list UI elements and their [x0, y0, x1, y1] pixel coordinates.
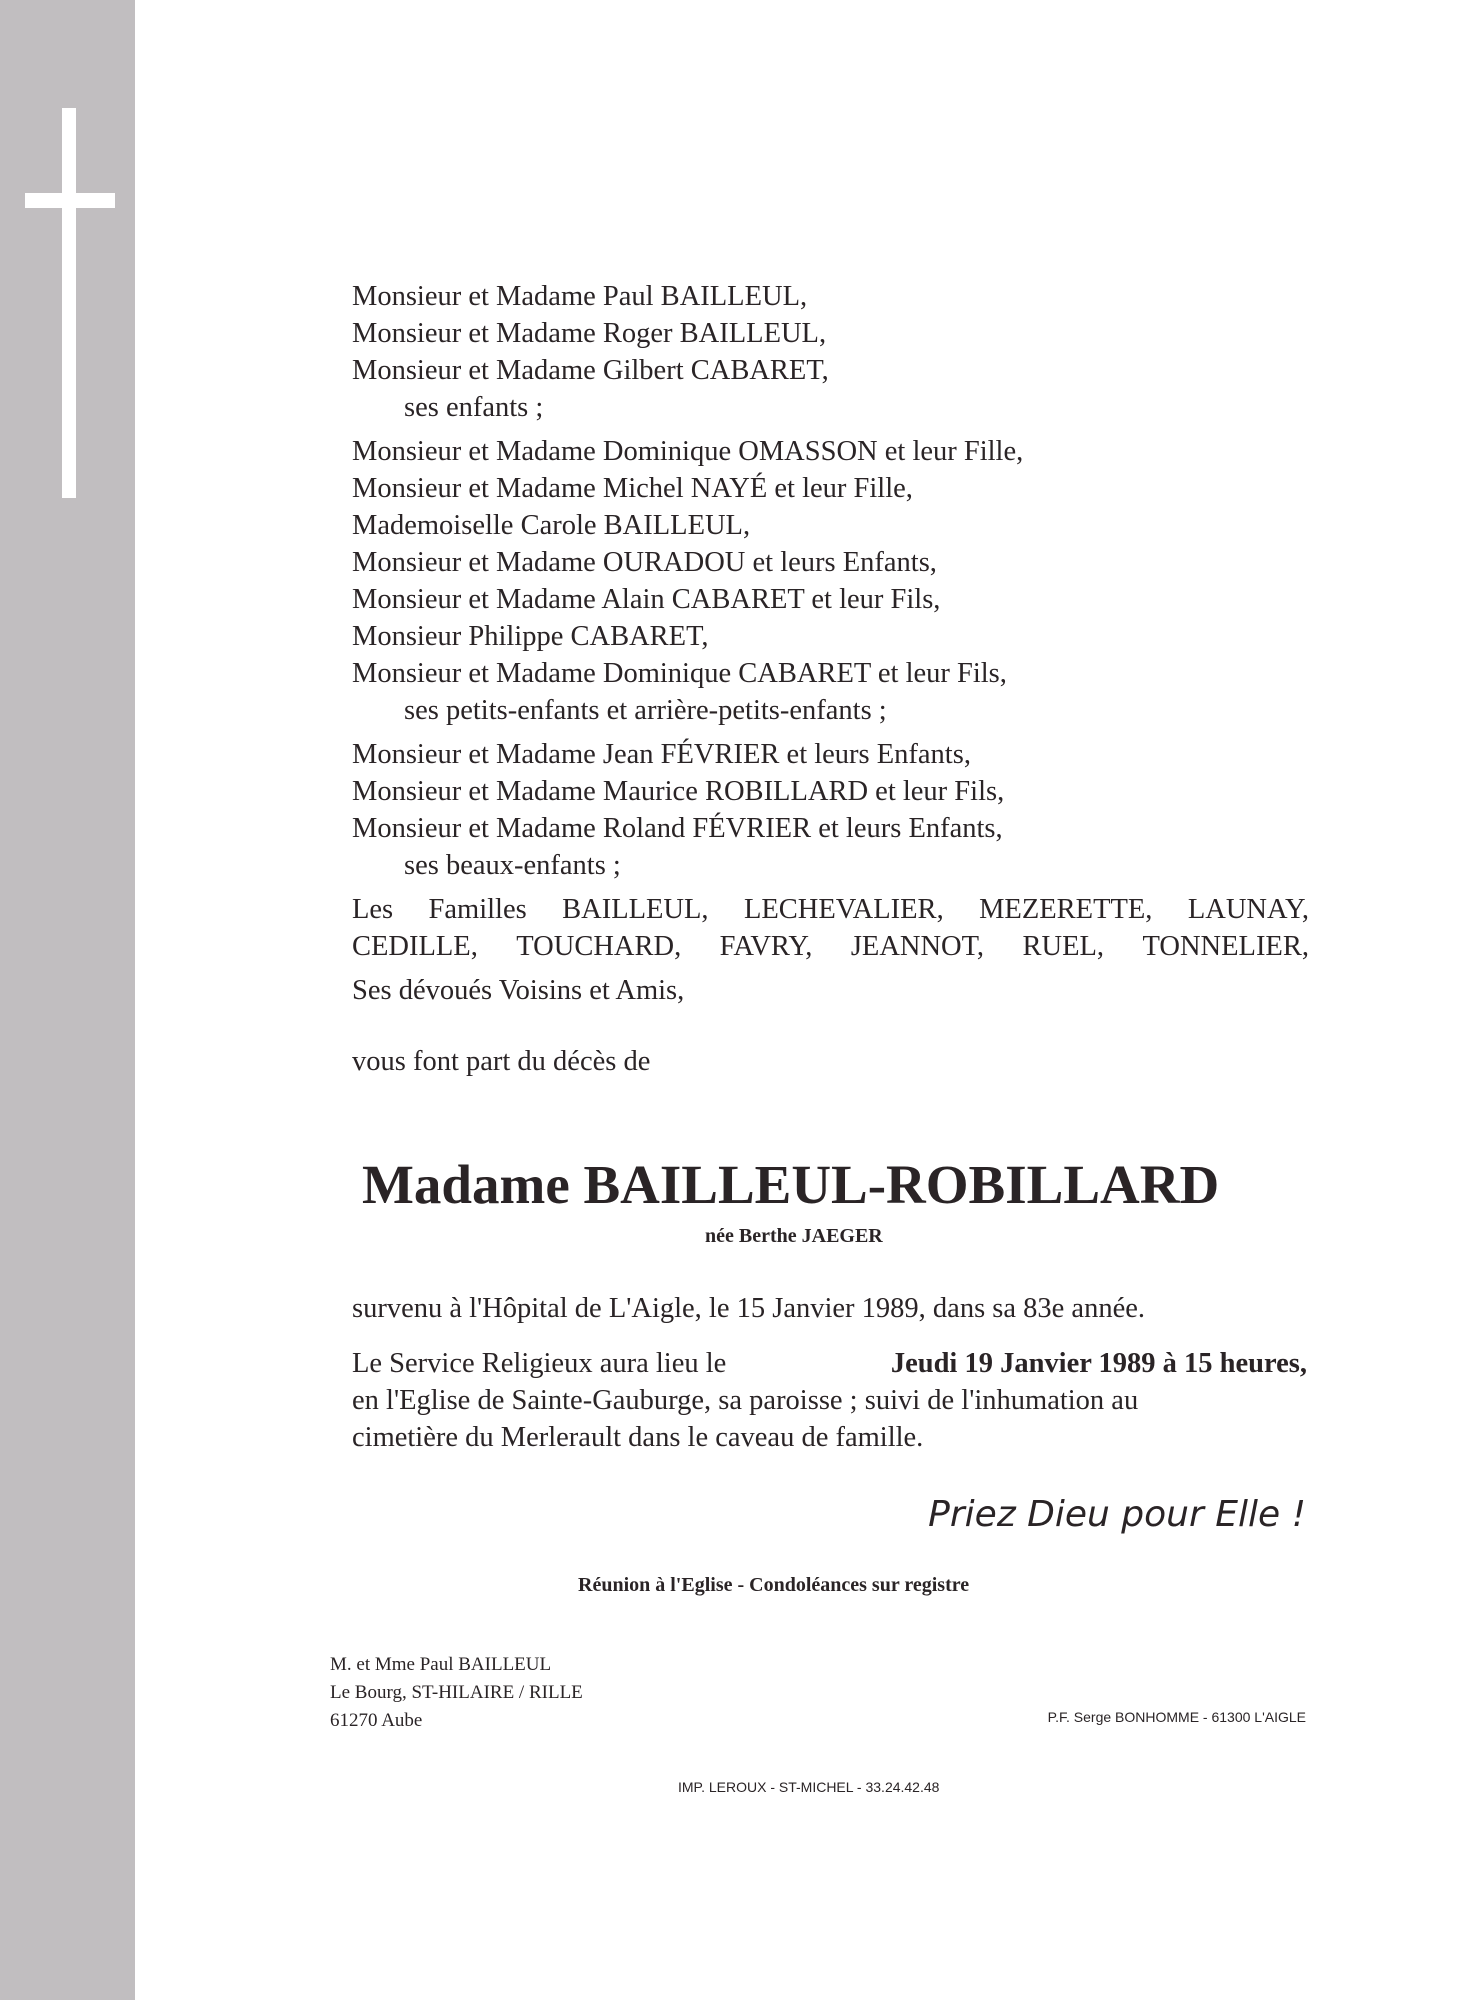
funeral-home: P.F. Serge BONHOMME - 61300 L'AIGLE: [1047, 1709, 1306, 1725]
service-line-3: cimetière du Merlerault dans le caveau de famille.: [352, 1422, 924, 1453]
gray-side-band: [0, 0, 135, 2000]
service-date: Jeudi 19 Janvier 1989 à 15 heures,: [890, 1348, 1307, 1379]
grandchildren-caption: ses petits-enfants et arrière-petits-enfants ;: [404, 695, 887, 726]
word: LAUNAY,: [1187, 894, 1309, 925]
word: TOUCHARD,: [516, 931, 682, 962]
grandchild-line: Monsieur et Madame Dominique OMASSON et leur Fille,: [352, 436, 1024, 467]
stepchild-line: Monsieur et Madame Maurice ROBILLARD et leur Fils,: [352, 776, 1005, 807]
grandchild-line: Monsieur et Madame Alain CABARET et leur Fils,: [352, 584, 941, 615]
family-list: [352, 278, 1312, 1080]
stepchild-line: Monsieur et Madame Jean FÉVRIER et leurs Enfants,: [352, 739, 971, 770]
stepchild-line: Monsieur et Madame Roland FÉVRIER et leurs Enfants,: [352, 813, 1003, 844]
printer-credit: IMP. LEROUX - ST-MICHEL - 33.24.42.48: [678, 1779, 940, 1795]
family-line: Monsieur et Madame Paul BAILLEUL,: [352, 281, 808, 312]
grandchild-line: Mademoiselle Carole BAILLEUL,: [352, 510, 751, 541]
word: Familles: [428, 894, 527, 925]
family-line: Monsieur et Madame Roger BAILLEUL,: [352, 318, 827, 349]
sender-line: M. et Mme Paul BAILLEUL: [330, 1654, 552, 1675]
cross-icon: [62, 108, 76, 498]
family-line: Monsieur et Madame Gilbert CABARET,: [352, 355, 829, 386]
grandchild-line: Monsieur et Madame Michel NAYÉ et leur Fille,: [352, 473, 913, 504]
service-paragraph: [352, 1345, 1307, 1456]
families-line-1: [352, 891, 1309, 928]
prayer-line: Priez Dieu pour Elle !: [928, 1494, 1306, 1535]
grandchild-line: Monsieur Philippe CABARET,: [352, 621, 709, 652]
sender-line: 61270 Aube: [330, 1710, 423, 1731]
cross-icon-bar: [25, 193, 115, 208]
neighbours-line: Ses dévoués Voisins et Amis,: [352, 975, 685, 1006]
death-sentence: survenu à l'Hôpital de L'Aigle, le 15 Janvier 1989, dans sa 83e année.: [352, 1293, 1146, 1324]
word: Les: [352, 894, 394, 925]
announcement-line: vous font part du décès de: [352, 1046, 651, 1077]
stepchildren-caption: ses beaux-enfants ;: [404, 850, 621, 881]
service-line-1: [352, 1345, 1307, 1382]
word: LECHEVALIER,: [743, 894, 944, 925]
sender-line: Le Bourg, ST-HILAIRE / RILLE: [330, 1682, 583, 1703]
family-caption: ses enfants ;: [404, 392, 544, 423]
word: JEANNOT,: [850, 931, 985, 962]
grandchild-line: Monsieur et Madame OURADOU et leurs Enfants,: [352, 547, 937, 578]
word: TONNELIER,: [1142, 931, 1309, 962]
word: MEZERETTE,: [979, 894, 1153, 925]
families-line-2: [352, 928, 1309, 965]
service-text: en l'Eglise de Sainte-Gauburge, sa paroisse ; suivi de l'inhumation au: [352, 1385, 1139, 1416]
word: FAVRY,: [719, 931, 813, 962]
word: CEDILLE,: [352, 931, 478, 962]
word: BAILLEUL,: [562, 894, 709, 925]
sender-address: [330, 1651, 583, 1735]
reunion-line: Réunion à l'Eglise - Condoléances sur registre: [578, 1574, 970, 1596]
service-line-2: [352, 1382, 1307, 1419]
service-intro: Le Service Religieux aura lieu le: [352, 1348, 727, 1379]
birth-name: née Berthe JAEGER: [705, 1225, 883, 1247]
deceased-name: Madame BAILLEUL-ROBILLARD: [362, 1154, 1220, 1215]
grandchild-line: Monsieur et Madame Dominique CABARET et leur Fils,: [352, 658, 1007, 689]
word: RUEL,: [1022, 931, 1105, 962]
